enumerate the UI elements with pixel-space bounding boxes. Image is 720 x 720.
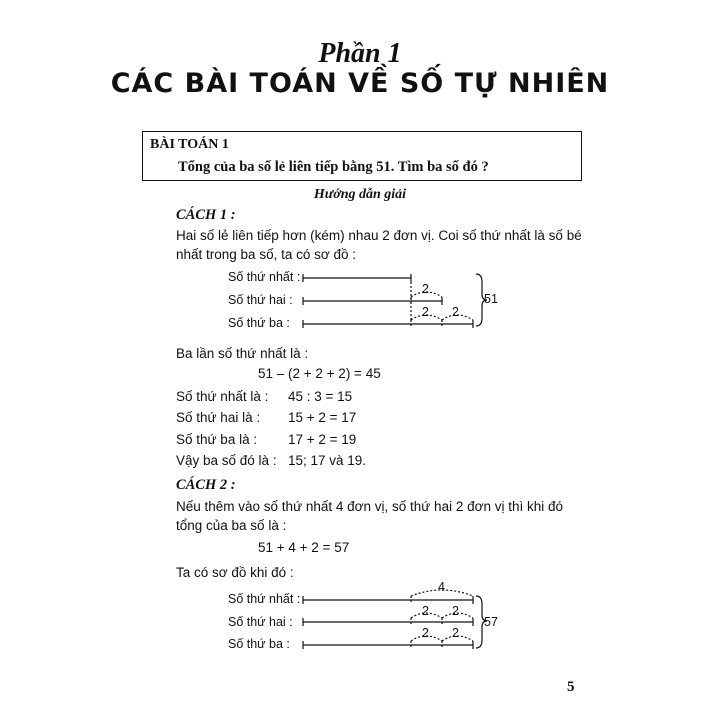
- diagram2-lines: [303, 590, 487, 649]
- diagram2-label-first: Số thứ nhất :: [228, 592, 301, 606]
- diagram2-intro: Ta có sơ đồ khi đó :: [176, 565, 294, 580]
- result-expr: 15; 17 và 19.: [288, 453, 367, 468]
- method1-calc: 51 – (2 + 2 + 2) = 45: [258, 366, 381, 381]
- result-label: Số thứ ba là :: [176, 432, 258, 447]
- method2-line2: tổng của ba số là :: [176, 518, 287, 533]
- page-number: 5: [567, 679, 575, 695]
- result-label: Số thứ hai là :: [176, 410, 261, 425]
- result-expr: 45 : 3 = 15: [288, 389, 353, 404]
- diagram1-total: 51: [484, 292, 498, 306]
- diagram2-label-second: Số thứ hai :: [228, 615, 293, 629]
- method1-title: CÁCH 1 :: [176, 207, 236, 223]
- diagram2-seg-label: 2: [422, 626, 429, 640]
- result-expr: 17 + 2 = 19: [288, 432, 357, 447]
- method2-title: CÁCH 2 :: [176, 477, 236, 493]
- diagram1-seg-label: 2: [422, 282, 429, 296]
- result-label: Vậy ba số đó là :: [176, 453, 277, 468]
- method2-calc: 51 + 4 + 2 = 57: [258, 540, 350, 555]
- problem-statement: Tổng của ba số lẻ liên tiếp bằng 51. Tìm ba số đó ?: [178, 159, 489, 175]
- diagram1-label-third: Số thứ ba :: [228, 316, 290, 330]
- diagram1-seg-label: 2: [422, 305, 429, 319]
- result-expr: 15 + 2 = 17: [288, 410, 357, 425]
- diagram2-total: 57: [484, 615, 498, 629]
- diagram2-seg-label: 2: [452, 604, 459, 618]
- diagram1-seg-label: 2: [452, 305, 459, 319]
- method1-intro-line1: Hai số lẻ liên tiếp hơn (kém) nhau 2 đơn vị. Coi số thứ nhất là số bé: [176, 228, 582, 243]
- part-title: Phần 1: [318, 38, 402, 69]
- diagram2-label-third: Số thứ ba :: [228, 637, 290, 651]
- method1-intro-line2: nhất trong ba số, ta có sơ đồ :: [176, 247, 356, 262]
- diagram2-seg-label: 2: [452, 626, 459, 640]
- diagram1-label-second: Số thứ hai :: [228, 293, 293, 307]
- three-times-line: Ba lần số thứ nhất là :: [176, 346, 309, 361]
- method2-line1: Nếu thêm vào số thứ nhất 4 đơn vị, số thứ hai 2 đơn vị thì khi đó: [176, 499, 563, 514]
- chapter-title: CÁC BÀI TOÁN VỀ SỐ TỰ NHIÊN: [110, 68, 610, 99]
- result-label: Số thứ nhất là :: [176, 389, 269, 404]
- diagram1-lines: [303, 274, 487, 328]
- guide-title: Hướng dẫn giải: [313, 187, 407, 202]
- diagram2-top-label: 4: [438, 580, 445, 594]
- problem-label: BÀI TOÁN 1: [150, 137, 229, 152]
- diagram2-seg-label: 2: [422, 604, 429, 618]
- diagram1-label-first: Số thứ nhất :: [228, 270, 301, 284]
